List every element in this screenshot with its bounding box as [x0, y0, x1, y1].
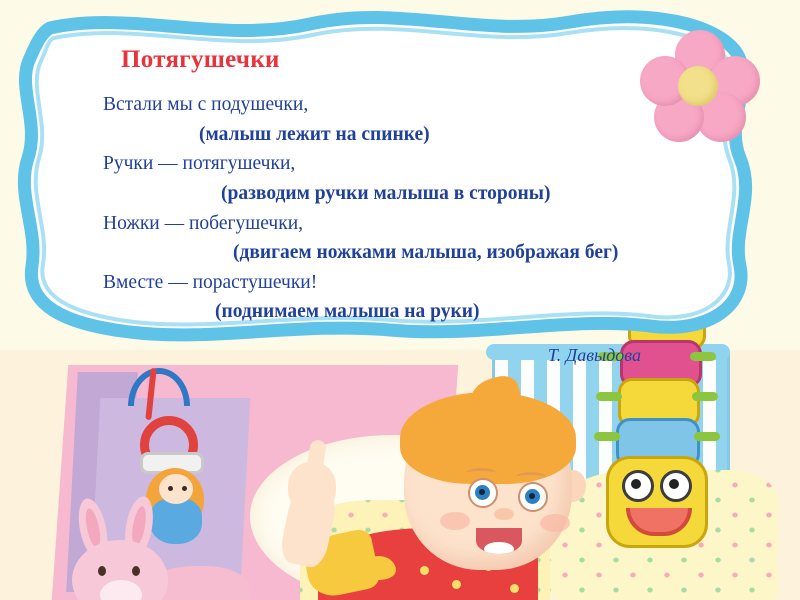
- poem-line: (поднимаем малыша на руки): [215, 301, 480, 323]
- rattle-bee-body: [150, 498, 202, 544]
- baby-eye-left: [468, 478, 498, 508]
- poem-body: [103, 90, 651, 327]
- poem-title: Потягушечки: [121, 46, 280, 73]
- poem-line: Ножки — побегушечки,: [103, 212, 304, 234]
- caterpillar-eye-right: [660, 470, 692, 502]
- caterpillar-leg: [694, 432, 720, 441]
- poem-line: (двигаем ножками малыша, изображая бег): [233, 242, 619, 264]
- poem-line: (малыш лежит на спинке): [199, 123, 430, 145]
- caterpillar-eye-left: [622, 470, 654, 502]
- poem-line: Встали мы с подушечки,: [103, 94, 309, 115]
- poem-line: Вместе — порастушечки!: [103, 271, 318, 293]
- poem-author: Т. Давыдова: [547, 345, 641, 365]
- baby-cheek-right: [540, 514, 570, 532]
- flower-center: [678, 66, 718, 106]
- baby-cheek-left: [440, 512, 470, 530]
- baby-brow-right: [516, 472, 546, 482]
- rattle-bee-eye-right: [182, 486, 187, 491]
- baby-nose: [494, 508, 514, 520]
- poem-line: Ручки — потягушечки,: [103, 153, 296, 175]
- shirt-dot: [510, 584, 519, 593]
- shirt-dot: [420, 566, 429, 575]
- baby-mouth: [476, 528, 522, 554]
- bunny-eye-left: [98, 566, 106, 576]
- bunny-eye-right: [132, 566, 140, 576]
- poem-line: (разводим ручки малыша в стороны): [221, 182, 551, 204]
- caterpillar-leg: [594, 432, 620, 441]
- caterpillar-leg: [692, 392, 718, 401]
- baby-brow-left: [466, 468, 496, 478]
- shirt-dot: [452, 580, 461, 589]
- poem-card: [55, 24, 675, 365]
- rattle-bee-face: [159, 474, 193, 504]
- rattle-bee-eye-left: [168, 486, 173, 491]
- caterpillar-leg: [690, 352, 716, 361]
- baby-eye-right: [518, 482, 548, 512]
- caterpillar-leg: [596, 392, 622, 401]
